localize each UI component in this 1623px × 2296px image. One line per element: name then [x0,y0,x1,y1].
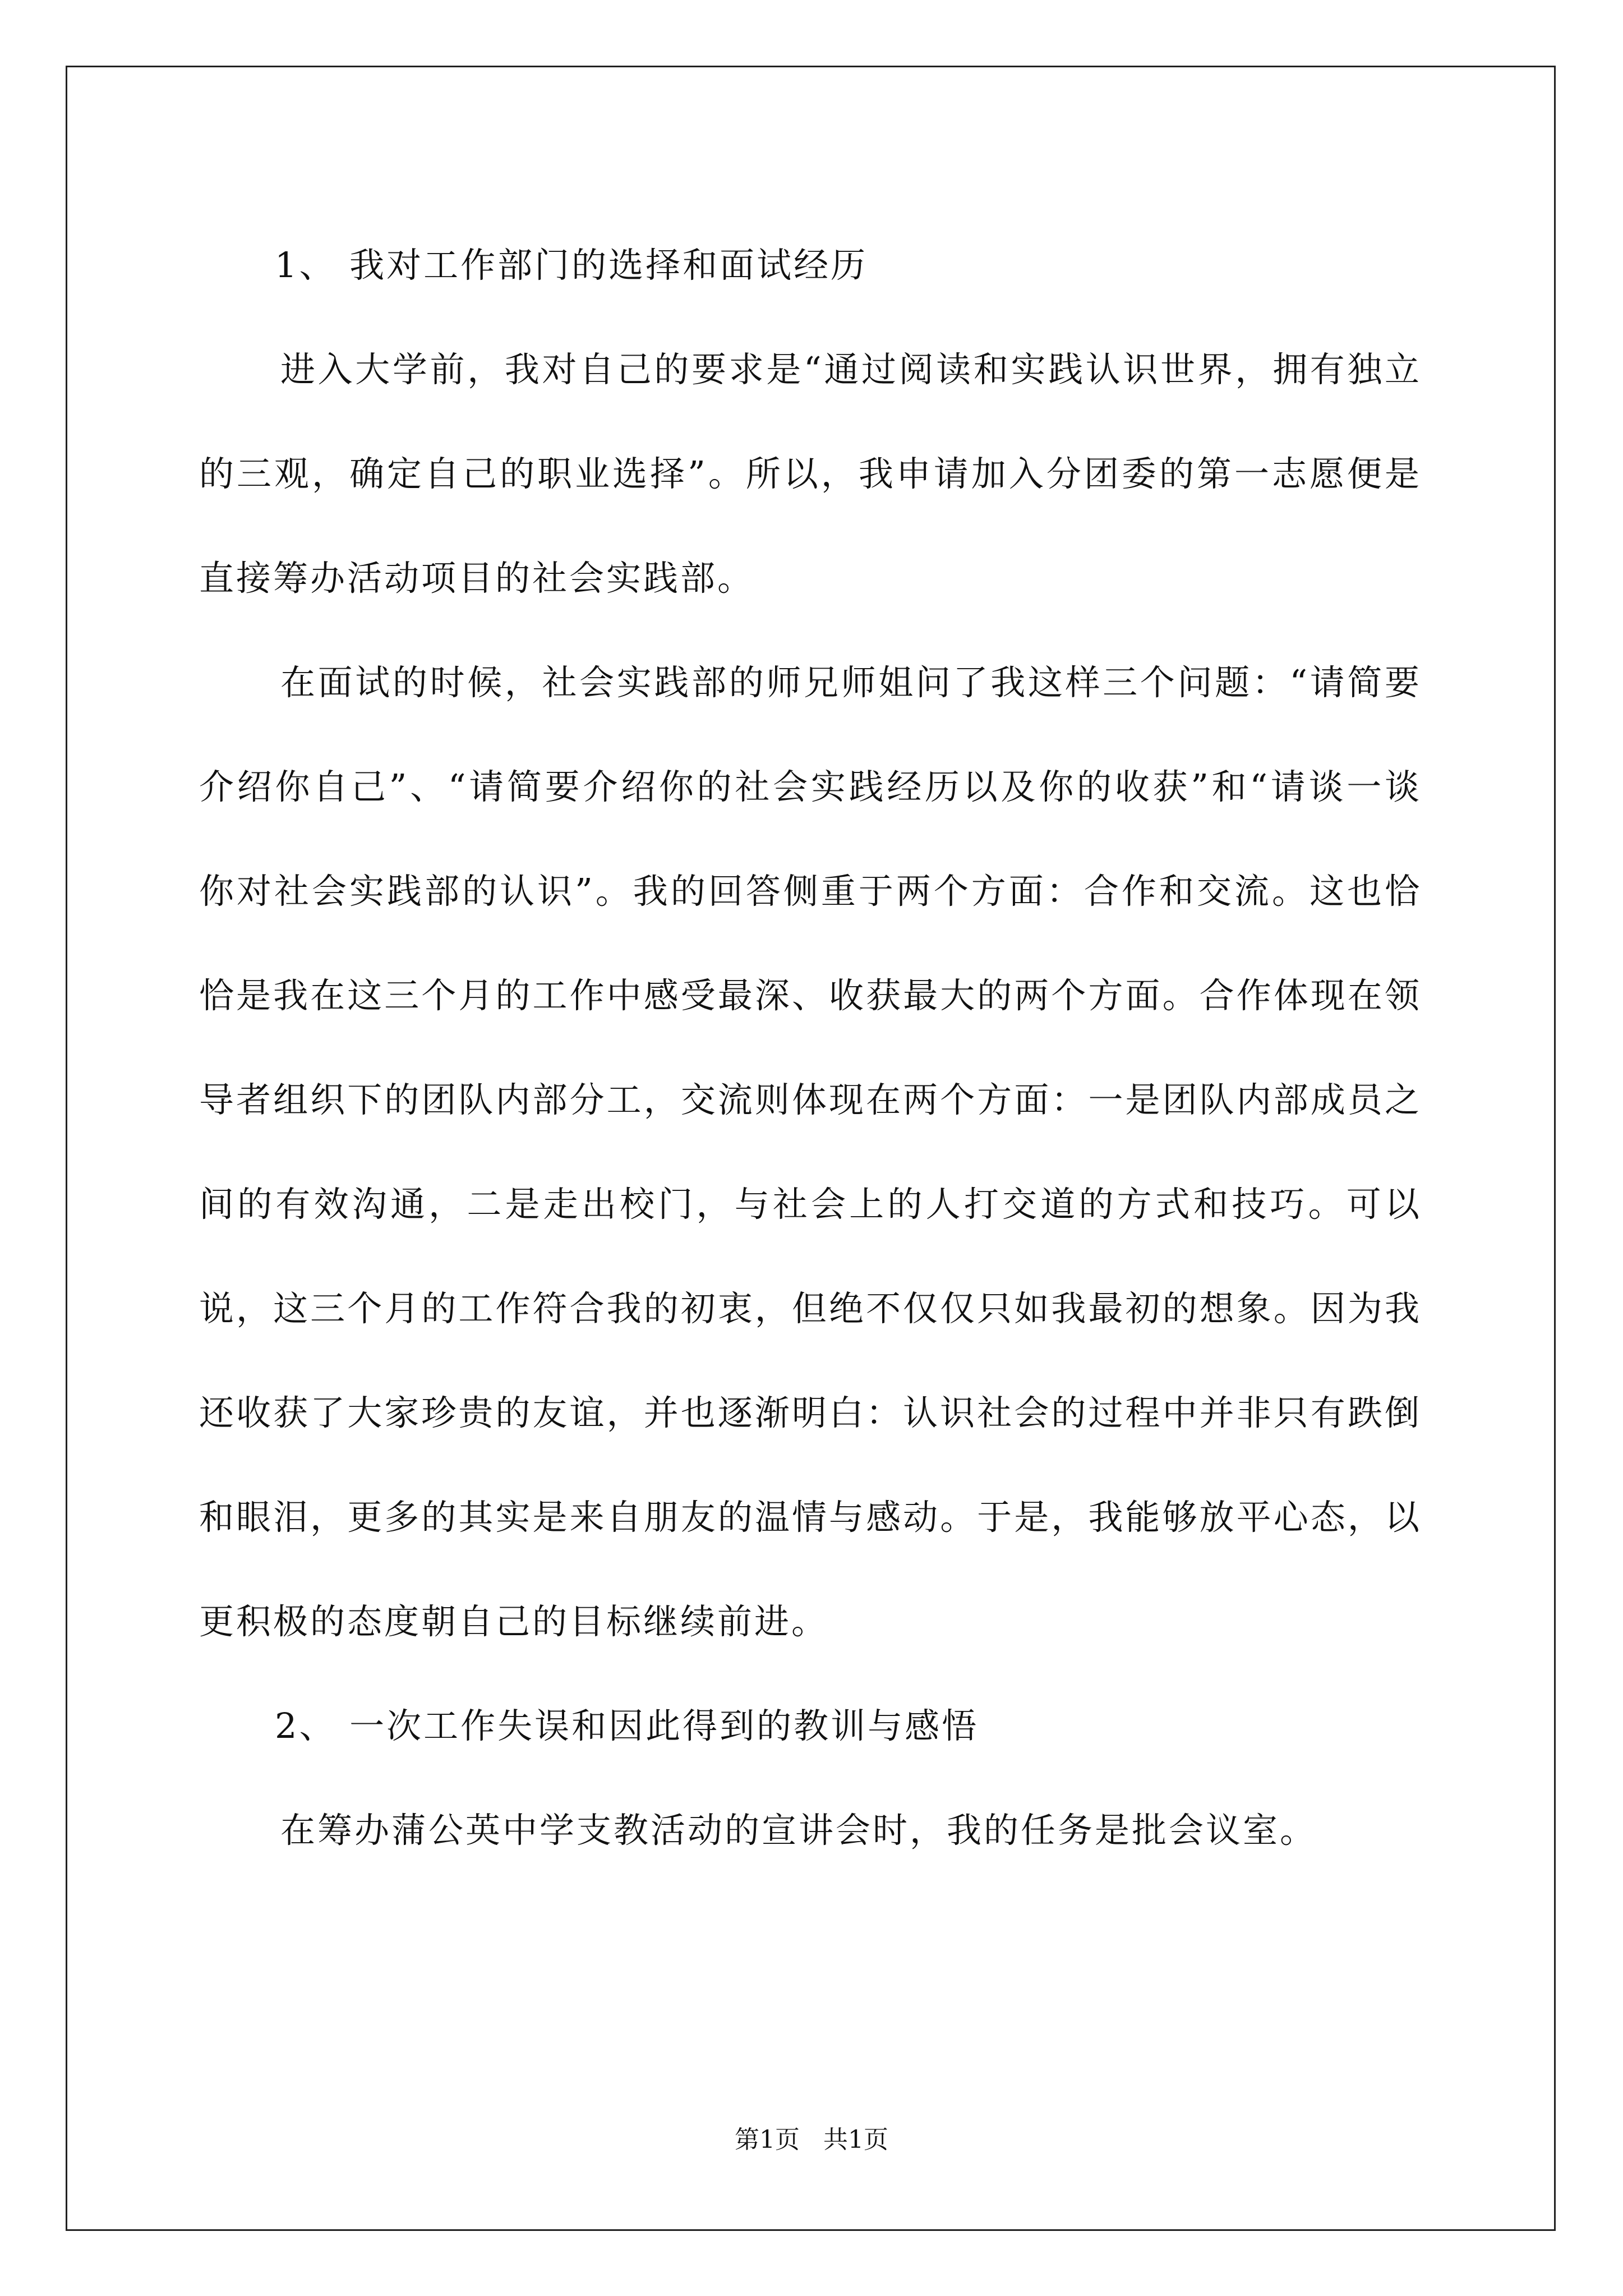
document-body [199,213,1422,1883]
section-heading-1: 1、 我对工作部门的选择和面试经历 [275,245,868,286]
page-number: 第1页 [735,2125,800,2154]
page-total: 共1页 [823,2125,888,2154]
paragraph-3: 在筹办蒲公英中学支教活动的宣讲会时，我的任务是批会议室。 [280,1810,1317,1851]
section-heading-2: 2、 一次工作失误和因此得到的教训与感悟 [275,1705,979,1746]
paragraph-2: 在面试的时候，社会实践部的师兄师姐问了我这样三个问题：“请简要介绍你自己”、“请简要介绍你的社会实践经历以及你的收获”和“请谈一谈你对社会实践部的认识”。我的回答侧重于两个方面：合作和交流。这也恰恰是我在这三个月的工作中感受最深、收获最大的两个方面。合作体现在领导者组织下的团队内部分工，交流则体现在两个方面：一是团队内部成员之间的有效沟通，二是走出校门，与社会上的人打交道的方式和技巧。可以说，这三个月的工作符合我的初衷，但绝不仅仅只如我最初的想象。因为我还收获了大家珍贵的友谊，并也逐渐明白：认识社会的过程中并非只有跌倒和眼泪，更多的其实是来自朋友的温情与感动。于是，我能够放平心态，以更积极的态度朝自己的目标继续前进。 [199,662,1422,1642]
page-footer [0,2123,1623,2157]
paragraph-1: 进入大学前，我对自己的要求是“通过阅读和实践认识世界，拥有独立的三观，确定自己的职业选择”。所以，我申请加入分团委的第一志愿便是直接筹办活动项目的社会实践部。 [199,349,1422,599]
